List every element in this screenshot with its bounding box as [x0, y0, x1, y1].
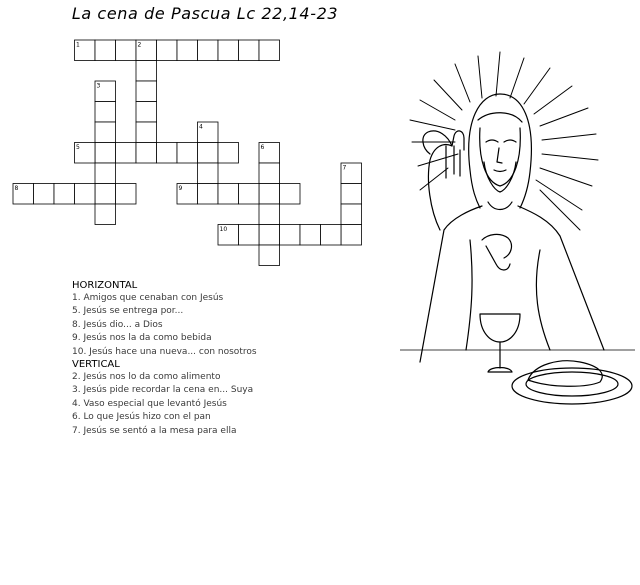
crossword-cell — [95, 122, 116, 143]
crossword-cell — [95, 40, 116, 61]
crossword-cell — [198, 163, 219, 184]
crossword-cell — [341, 225, 362, 246]
crossword-number-3: 3 — [96, 82, 101, 90]
crossword-cell — [259, 204, 280, 225]
crossword-cell — [95, 163, 116, 184]
page-title: La cena de Pascua Lc 22,14-23 — [71, 4, 339, 23]
crossword-cell — [239, 225, 260, 246]
chest-hand — [482, 234, 511, 270]
crossword-cell — [95, 204, 116, 225]
crossword-number-9: 9 — [178, 185, 183, 192]
crossword-cell — [177, 40, 198, 61]
crossword-cell — [259, 245, 280, 266]
clue-horizontal-1: 1. Amigos que cenaban con Jesús — [72, 293, 224, 303]
crossword-cell — [177, 143, 198, 164]
plate — [512, 361, 632, 404]
crossword-cell — [95, 102, 116, 123]
clue-horizontal-8: 8. Jesús dio... a Dios — [72, 319, 163, 330]
crossword-cell — [116, 40, 137, 61]
last-supper-illustration — [400, 50, 635, 420]
crossword-cell — [239, 40, 260, 61]
robe — [420, 206, 604, 362]
clue-horizontal-10: 10. Jesús hace una nueva... con nosotros — [72, 346, 257, 357]
crossword-number-7: 7 — [342, 164, 347, 172]
vertical-header: VERTICAL — [72, 359, 120, 371]
chalice — [480, 314, 520, 372]
clue-vertical-6: 6. Lo que Jesús hizo con el pan — [72, 412, 211, 423]
crossword-cell — [259, 40, 280, 61]
crossword-cell — [341, 204, 362, 225]
crossword-number-10: 10 — [219, 226, 228, 233]
crossword-number-5: 5 — [76, 144, 80, 151]
clue-horizontal-9: 9. Jesús nos la da como bebida — [72, 333, 212, 344]
clue-horizontal-5: 5. Jesús se entrega por... — [72, 306, 184, 317]
crossword-cell — [116, 184, 137, 205]
crossword-cell — [341, 184, 362, 205]
halo-rays — [410, 52, 598, 230]
crossword-cell — [95, 143, 116, 164]
crossword-cell — [136, 122, 157, 143]
crossword-number-8: 8 — [14, 185, 19, 192]
crossword-cell — [157, 143, 178, 164]
crossword-number-2: 2 — [137, 41, 142, 49]
crossword-cell — [300, 225, 321, 246]
crossword-cell — [239, 184, 260, 205]
clue-vertical-3: 3. Jesús pide recordar la cena en... Suya — [72, 385, 254, 396]
clue-vertical-4: 4. Vaso especial que levantó Jesús — [72, 398, 227, 409]
crossword-grid — [0, 0, 400, 280]
crossword-cell — [259, 163, 280, 184]
crossword-cell — [198, 143, 219, 164]
crossword-cells — [13, 40, 362, 266]
crossword-cell — [136, 81, 157, 102]
crossword-cell — [136, 143, 157, 164]
clue-vertical-7: 7. Jesús se sentó a la mesa para ella — [72, 425, 237, 436]
clue-vertical-2: 2. Jesús nos lo da como alimento — [72, 372, 221, 383]
crossword-number-4: 4 — [199, 123, 203, 131]
crossword-cell — [218, 40, 239, 61]
hair — [469, 94, 532, 208]
crossword-cell — [218, 184, 239, 205]
crossword-cell — [259, 184, 280, 205]
crossword-cell — [259, 225, 280, 246]
raised-hand — [428, 131, 464, 230]
crossword-cell — [54, 184, 75, 205]
crossword-cell — [157, 40, 178, 61]
crossword-cell — [75, 184, 96, 205]
crossword-number-6: 6 — [260, 144, 265, 151]
crossword-cell — [136, 102, 157, 123]
crossword-cell — [280, 184, 301, 205]
crossword-cell — [198, 40, 219, 61]
crossword-cell — [136, 61, 157, 82]
crossword-cell — [95, 184, 116, 205]
horizontal-header: HORIZONTAL — [72, 280, 138, 291]
crossword-cell — [218, 143, 239, 164]
crossword-cell — [34, 184, 55, 205]
crossword-cell — [198, 184, 219, 205]
crossword-cell — [280, 225, 301, 246]
clues-section — [72, 280, 372, 438]
crossword-number-1: 1 — [76, 41, 80, 49]
crossword-cell — [116, 143, 137, 164]
face — [480, 128, 521, 186]
crossword-cell — [321, 225, 342, 246]
